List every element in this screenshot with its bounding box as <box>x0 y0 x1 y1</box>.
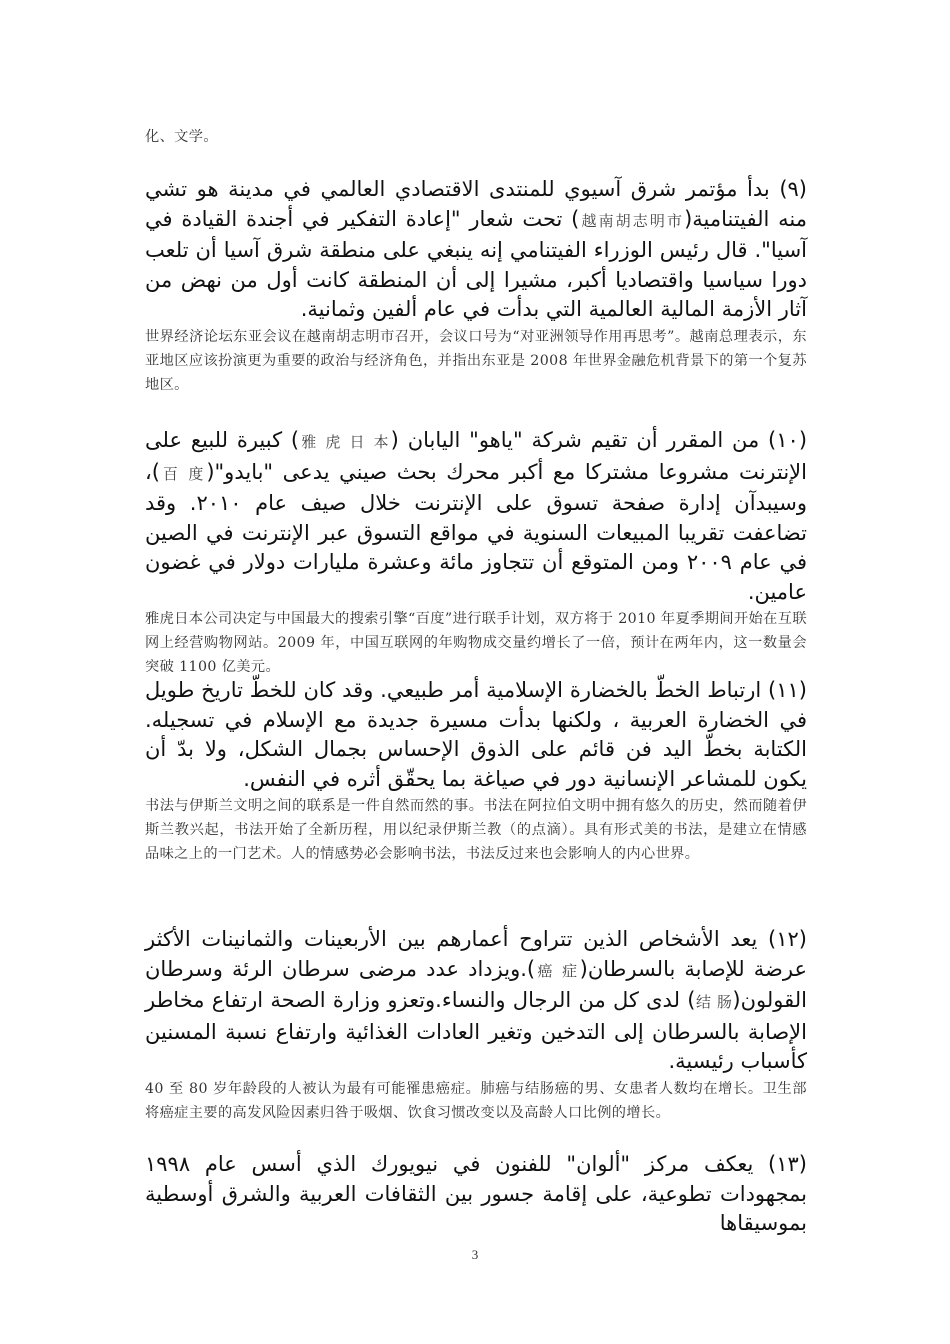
entry-12 <box>145 925 807 1125</box>
entry-9 <box>145 175 807 397</box>
arabic-text: ).ويزداد عدد مرضى سرطان الرئة وسرطان القولون( <box>145 956 807 1012</box>
inline-chinese-term: 结 肠 <box>695 993 733 1011</box>
chinese-translation-12: 40 至 80 岁年龄段的人被认为最有可能罹患癌症。肺癌与结肠癌的男、女患者人数均在增长。卫生部将癌症主要的高发风险因素归咎于吸烟、饮食习惯改变以及高龄人口比例的增长。 <box>145 1080 807 1121</box>
entry-13 <box>145 1150 807 1239</box>
arabic-paragraph-9 <box>145 175 807 325</box>
arabic-paragraph-12 <box>145 925 807 1077</box>
page-number: 3 <box>471 1247 479 1262</box>
arabic-text: ) كبيرة للبيع على الإنترنت مشروعا مشتركا مع أكبر محرك بحث صيني يدعى "بايدو"( <box>145 428 807 484</box>
inline-chinese-term: 癌 症 <box>535 961 580 980</box>
arabic-text: (٩) بدأ مؤتمر شرق آسيوي للمنتدى الاقتصادي العالمي في مدينة هو تشي منه الفيتنامية( <box>145 177 807 231</box>
arabic-text: (١٢) يعد الأشخاص الذين تتراوح أعمارهم بين الأربعينات والثمانينات الأكثر عرضة للإصابة بالسرطان( <box>145 927 808 981</box>
arabic-text: ) تحت شعار "إعادة التفكير في أجندة القيادة في آسيا". قال رئيس الوزراء الفيتنامي إنه ينبغي على منطقة شرق آسيا أن تلعب دورا سياسيا واقتصاديا أكبر، مشيرا إلى أن المنطقة كانت أول من نهض من آثار الأزمة المالية العالمية التي بدأت في عام ألفين وثمانية. <box>145 206 807 321</box>
arabic-paragraph-13: (١٣) يعكف مركز "ألوان" للفنون في نيويورك الذي أسس عام ١٩٩٨ بمجهودات تطوعية، على إقامة جسور بين الثقافات العربية والشرق أوسطية بموسيقاها <box>145 1152 807 1235</box>
arabic-text: (١٠) من المقرر أن تقيم شركة "ياهو" اليابان ( <box>390 428 808 452</box>
chinese-translation-9: 世界经济论坛东亚会议在越南胡志明市召开，会议口号为“对亚洲领导作用再思考”。越南总理表示，东亚地区应该扮演更为重要的政治与经济角色，并指出东亚是 2008 年世界金融危机背景下的第一个复苏地区。 <box>145 328 807 393</box>
entry-10 <box>145 426 807 679</box>
entry-11 <box>145 676 807 866</box>
chinese-translation-10: 雅虎日本公司决定与中国最大的搜索引擎“百度”进行联手计划，双方将于 2010 年夏季期间开始在互联网上经营购物网站。2009 年，中国互联网的年购物成交量约增长了一倍，预计在两年内，这一数量会突破 1100 亿美元。 <box>145 611 807 675</box>
arabic-paragraph-10 <box>145 426 807 607</box>
intro-fragment-block <box>145 125 807 149</box>
inline-chinese-term: 百 度 <box>159 464 207 483</box>
arabic-paragraph-11: (١١) ارتباط الخطّ بالخضارة الإسلامية أمر طبيعي. وقد كان للخطّ تاريخ طويل في الخضارة العربية ، ولكنها بدأت مسيرة جديدة مع الإسلام في تسجيله. الكتابة بخطّ اليد فن قائم على الذوق الإحساس بجمال الشكل، ولا بدّ أن يكون للمشاعر الإنسانية دور في صياغة بما يحقّق أثره في النفس. <box>145 678 807 791</box>
inline-chinese-term: 雅 虎 日 本 <box>299 433 391 451</box>
arabic-text: )، وسيبدآن إدارة صفحة تسوق على الإنترنت خلال صيف عام ٢٠١٠. وقد تضاعفت تقريبا المبيعات السنوية في مواقع التسوق عبر الإنترنت في الصين في عام ٢٠٠٩ ومن المتوقع أن تتجاوز مائة وعشرة مليارات دولار في غضون عامين. <box>145 459 807 604</box>
arabic-text: ) لدى كل من الرجال والنساء.وتعزو وزارة الصحة ارتفاع مخاطر الإصابة بالسرطان إلى التدخين وتغير العادات الغذائية وارتفاع نسبة المسنين كأسباب رئيسية. <box>145 988 807 1073</box>
chinese-translation-11: 书法与伊斯兰文明之间的联系是一件自然而然的事。书法在阿拉伯文明中拥有悠久的历史，然而随着伊斯兰教兴起，书法开始了全新历程，用以纪录伊斯兰教（的点滴）。具有形式美的书法，是建立在情感品味之上的一门艺术。人的情感势必会影响书法，书法反过来也会影响人的内心世界。 <box>145 798 807 862</box>
inline-chinese-term: 越南胡志明市 <box>579 211 685 230</box>
chinese-intro-fragment: 化、文学。 <box>145 129 218 145</box>
